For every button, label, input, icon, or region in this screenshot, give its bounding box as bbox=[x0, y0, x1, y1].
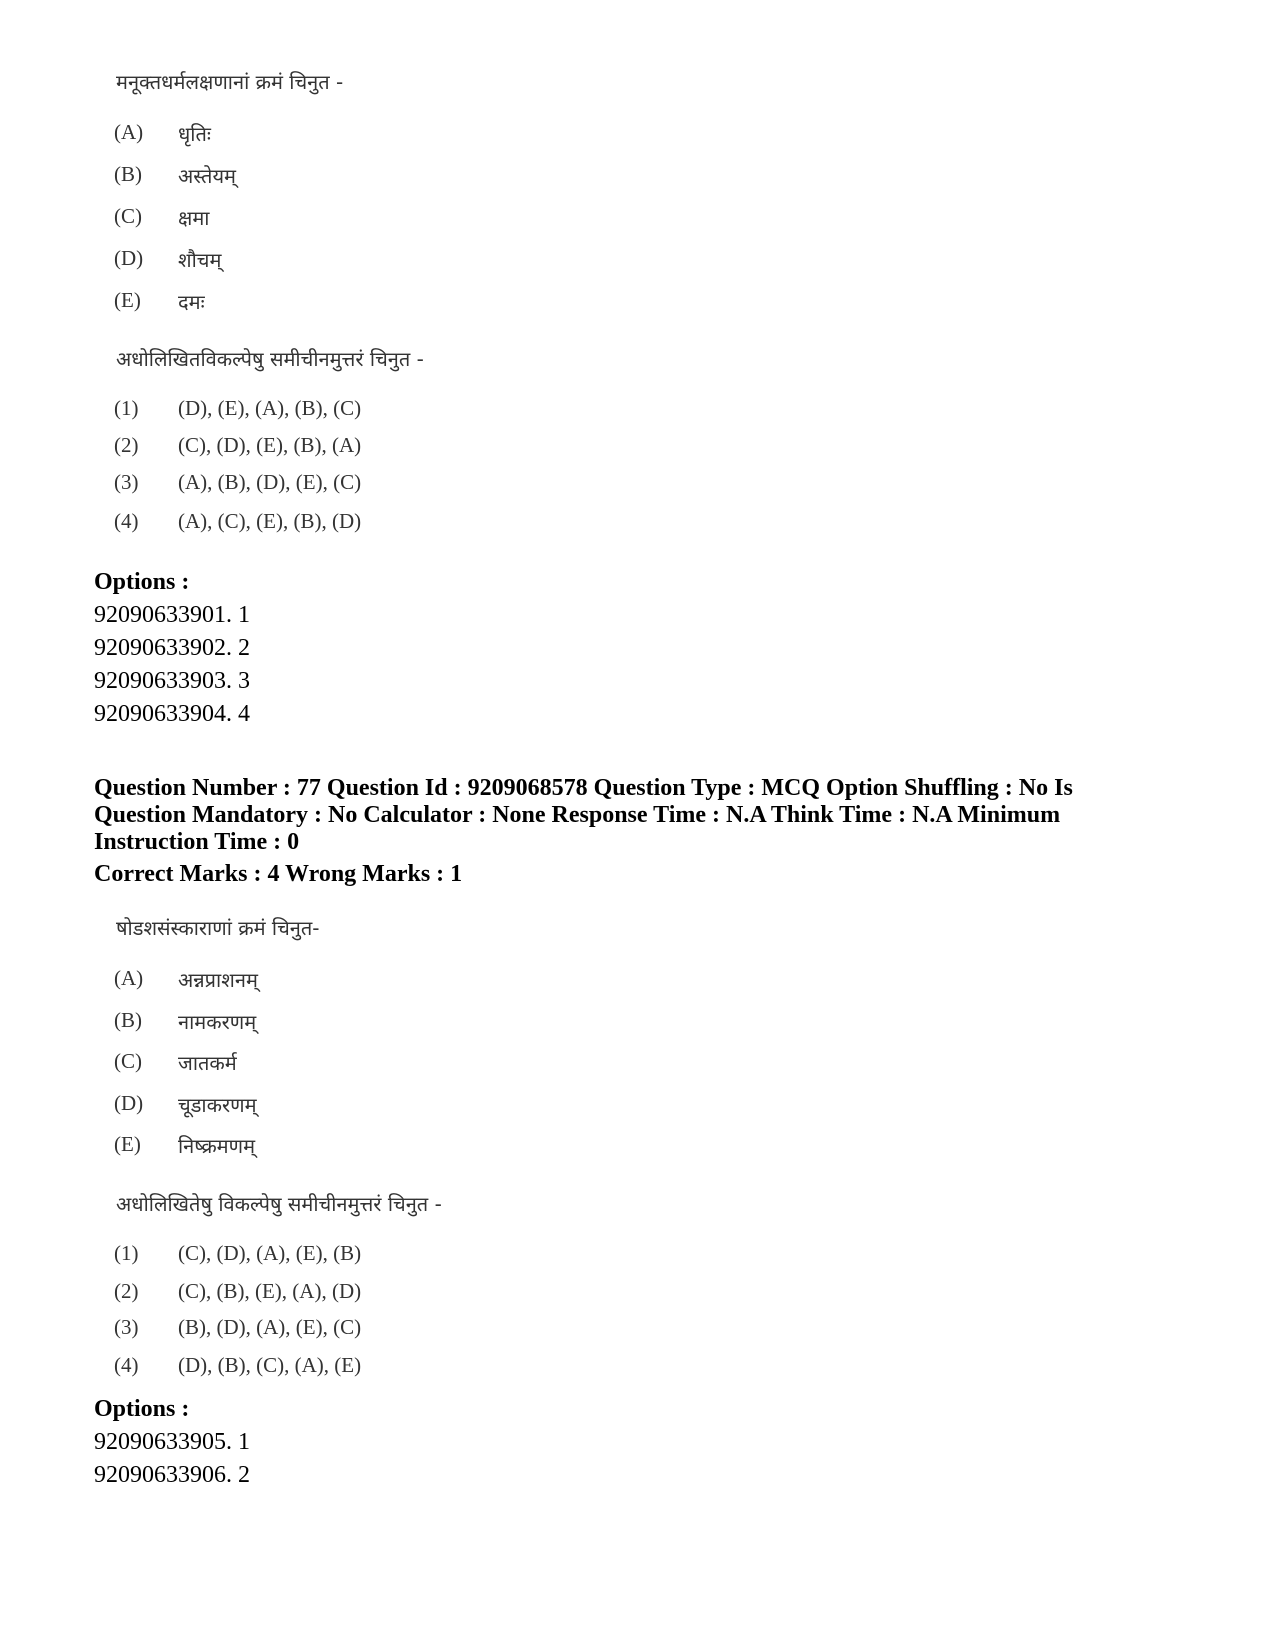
q1-choice-label: (1) bbox=[114, 396, 139, 420]
q1-item-text: शौचम् bbox=[178, 248, 222, 272]
q2-marks: Correct Marks : 4 Wrong Marks : 1 bbox=[94, 861, 463, 887]
q1-item-label: (B) bbox=[114, 162, 142, 186]
q1-item-label: (E) bbox=[114, 288, 141, 312]
q2-choice-text: (D), (B), (C), (A), (E) bbox=[178, 1353, 362, 1377]
q1-item-label: (C) bbox=[114, 204, 142, 228]
q2-item-label: (C) bbox=[114, 1049, 142, 1073]
q2-item-text: जातकर्म bbox=[178, 1051, 237, 1075]
q1-choice-text: (C), (D), (E), (B), (A) bbox=[178, 433, 362, 457]
q1-choice-text: (D), (E), (A), (B), (C) bbox=[178, 396, 362, 420]
q2-item-text: चूडाकरणम् bbox=[178, 1093, 257, 1117]
q2-item-label: (A) bbox=[114, 966, 144, 990]
q2-header-line: Question Mandatory : No Calculator : None Response Time : N.A Think Time : N.A Minimum bbox=[94, 802, 1061, 828]
q2-item-label: (B) bbox=[114, 1008, 142, 1032]
q1-choice-text: (A), (B), (D), (E), (C) bbox=[178, 470, 362, 494]
q2-instruction: अधोलिखितेषु विकल्पेषु समीचीनमुत्तरं चिनुत - bbox=[116, 1192, 442, 1216]
q2-item-text: अन्नप्राशनम् bbox=[178, 968, 258, 992]
q2-choice-label: (1) bbox=[114, 1241, 139, 1265]
q2-prompt: षोडशसंस्काराणां क्रमं चिनुत- bbox=[116, 916, 320, 940]
q2-choice-label: (2) bbox=[114, 1279, 139, 1303]
q1-item-label: (A) bbox=[114, 120, 144, 144]
q1-item-text: धृतिः bbox=[178, 122, 211, 146]
q1-item-text: दमः bbox=[178, 290, 205, 314]
q2-choice-label: (3) bbox=[114, 1315, 139, 1339]
q1-item-label: (D) bbox=[114, 246, 144, 270]
q2-options-heading: Options : bbox=[94, 1396, 190, 1422]
q2-choice-text: (B), (D), (A), (E), (C) bbox=[178, 1315, 362, 1339]
q2-choice-text: (C), (D), (A), (E), (B) bbox=[178, 1241, 362, 1265]
q1-prompt: मनूक्तधर्मलक्षणानां क्रमं चिनुत - bbox=[116, 70, 344, 94]
q2-item-label: (E) bbox=[114, 1132, 141, 1156]
q2-option: 92090633905. 1 bbox=[94, 1429, 250, 1455]
q2-item-label: (D) bbox=[114, 1091, 144, 1115]
q1-choice-label: (2) bbox=[114, 433, 139, 457]
q1-instruction: अधोलिखितविकल्पेषु समीचीनमुत्तरं चिनुत - bbox=[116, 347, 424, 371]
q1-option: 92090633904. 4 bbox=[94, 701, 250, 727]
q2-option: 92090633906. 2 bbox=[94, 1462, 250, 1488]
q2-item-text: नामकरणम् bbox=[178, 1010, 257, 1034]
q1-option: 92090633901. 1 bbox=[94, 602, 250, 628]
q1-item-text: क्षमा bbox=[178, 206, 210, 230]
q1-choice-label: (3) bbox=[114, 470, 139, 494]
q1-option: 92090633903. 3 bbox=[94, 668, 250, 694]
q2-choice-text: (C), (B), (E), (A), (D) bbox=[178, 1279, 362, 1303]
q2-item-text: निष्क्रमणम् bbox=[178, 1134, 256, 1158]
q2-header-line: Instruction Time : 0 bbox=[94, 829, 300, 855]
q1-item-text: अस्तेयम् bbox=[178, 164, 237, 188]
q2-header-line: Question Number : 77 Question Id : 9209068578 Question Type : MCQ Option Shuffling : No Is bbox=[94, 775, 1073, 801]
q1-option: 92090633902. 2 bbox=[94, 635, 250, 661]
q1-choice-label: (4) bbox=[114, 509, 139, 533]
q1-choice-text: (A), (C), (E), (B), (D) bbox=[178, 509, 362, 533]
q2-choice-label: (4) bbox=[114, 1353, 139, 1377]
q1-options-heading: Options : bbox=[94, 569, 190, 595]
